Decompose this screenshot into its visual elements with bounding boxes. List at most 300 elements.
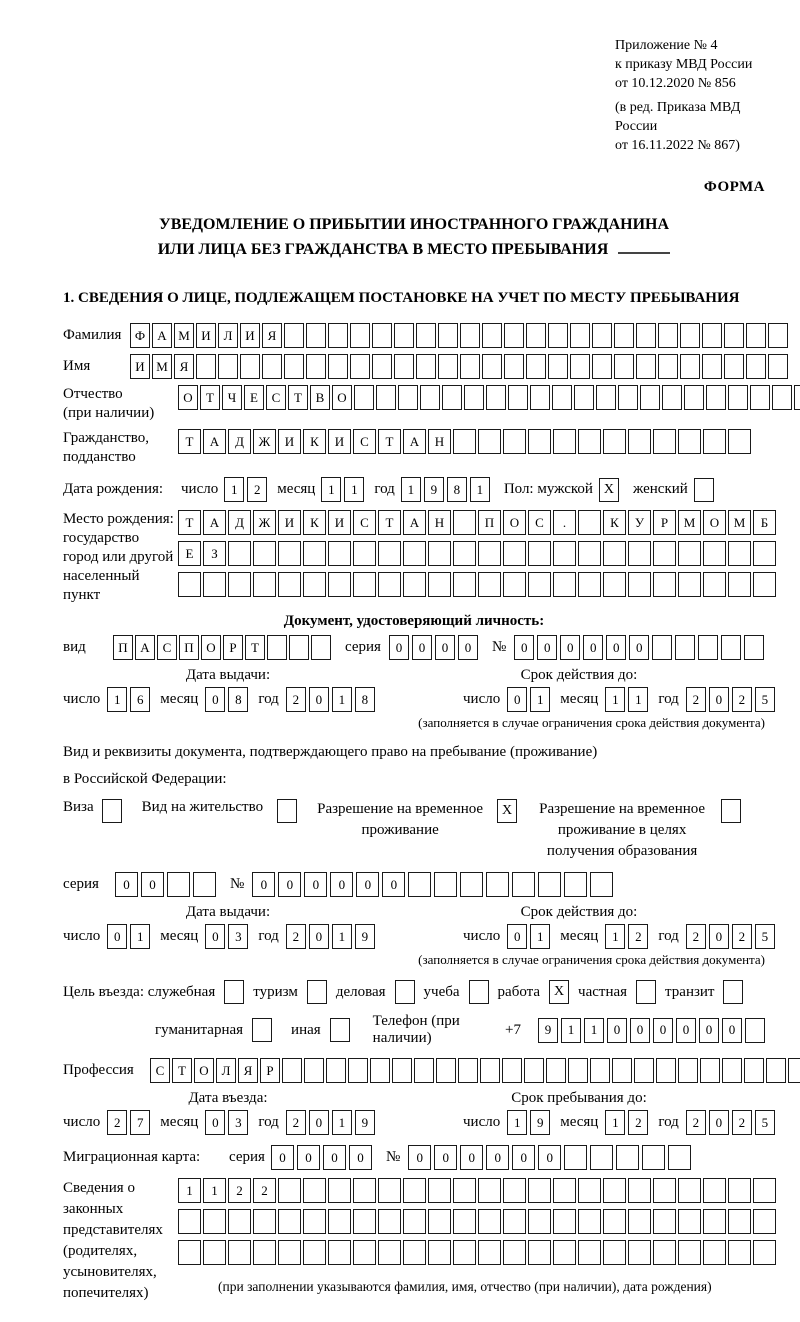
char-cell[interactable]: 0 [408, 1145, 431, 1170]
char-cell[interactable] [658, 354, 678, 379]
char-cell[interactable]: 0 [271, 1145, 294, 1170]
char-cell[interactable] [503, 1178, 526, 1203]
char-cell[interactable]: 2 [286, 687, 306, 712]
char-cell[interactable] [753, 541, 776, 566]
char-cell[interactable] [675, 635, 695, 660]
char-cell[interactable] [703, 541, 726, 566]
rvp-checkbox[interactable]: X [497, 799, 517, 823]
char-cell[interactable]: 2 [247, 477, 267, 502]
char-cell[interactable]: Ж [253, 510, 276, 535]
char-cell[interactable] [596, 385, 616, 410]
char-cell[interactable]: А [135, 635, 155, 660]
char-cell[interactable]: 0 [205, 687, 225, 712]
char-cell[interactable] [228, 1209, 251, 1234]
char-cell[interactable] [746, 323, 766, 348]
char-cell[interactable] [408, 872, 431, 897]
char-cell[interactable] [284, 323, 304, 348]
char-cell[interactable] [504, 323, 524, 348]
purpose-private-checkbox[interactable] [636, 980, 656, 1004]
char-cell[interactable] [303, 1178, 326, 1203]
char-cell[interactable] [656, 1058, 676, 1083]
char-cell[interactable]: О [201, 635, 221, 660]
char-cell[interactable] [553, 1178, 576, 1203]
char-cell[interactable]: 0 [709, 924, 729, 949]
char-cell[interactable] [592, 354, 612, 379]
char-cell[interactable]: 7 [130, 1110, 150, 1135]
char-cell[interactable]: М [152, 354, 172, 379]
char-cell[interactable]: М [174, 323, 194, 348]
char-cell[interactable]: К [603, 510, 626, 535]
char-cell[interactable]: С [266, 385, 286, 410]
char-cell[interactable] [680, 323, 700, 348]
char-cell[interactable] [478, 541, 501, 566]
char-cell[interactable]: 0 [699, 1018, 719, 1043]
char-cell[interactable] [570, 354, 590, 379]
char-cell[interactable] [193, 872, 216, 897]
char-cell[interactable] [706, 385, 726, 410]
char-cell[interactable] [218, 354, 238, 379]
char-cell[interactable] [394, 323, 414, 348]
char-cell[interactable] [228, 541, 251, 566]
char-cell[interactable] [728, 385, 748, 410]
char-cell[interactable] [703, 1178, 726, 1203]
char-cell[interactable] [378, 1178, 401, 1203]
char-cell[interactable] [538, 872, 561, 897]
char-cell[interactable]: 0 [252, 872, 275, 897]
char-cell[interactable] [403, 1209, 426, 1234]
char-cell[interactable] [453, 510, 476, 535]
char-cell[interactable] [603, 541, 626, 566]
char-cell[interactable]: Т [172, 1058, 192, 1083]
char-cell[interactable] [653, 429, 676, 454]
char-cell[interactable] [578, 510, 601, 535]
char-cell[interactable] [504, 354, 524, 379]
char-cell[interactable]: А [152, 323, 172, 348]
char-cell[interactable]: А [203, 429, 226, 454]
char-cell[interactable] [616, 1145, 639, 1170]
char-cell[interactable] [746, 354, 766, 379]
char-cell[interactable]: 0 [115, 872, 138, 897]
char-cell[interactable] [486, 385, 506, 410]
char-cell[interactable]: 0 [458, 635, 478, 660]
char-cell[interactable] [634, 1058, 654, 1083]
char-cell[interactable]: 0 [309, 924, 329, 949]
char-cell[interactable] [303, 541, 326, 566]
char-cell[interactable] [253, 541, 276, 566]
rvp-education-checkbox[interactable] [721, 799, 741, 823]
char-cell[interactable] [438, 354, 458, 379]
char-cell[interactable] [628, 572, 651, 597]
char-cell[interactable] [414, 1058, 434, 1083]
char-cell[interactable] [703, 429, 726, 454]
char-cell[interactable]: О [194, 1058, 214, 1083]
char-cell[interactable]: 0 [460, 1145, 483, 1170]
char-cell[interactable] [578, 541, 601, 566]
char-cell[interactable] [453, 541, 476, 566]
char-cell[interactable]: 0 [653, 1018, 673, 1043]
char-cell[interactable]: Т [178, 510, 201, 535]
char-cell[interactable] [653, 541, 676, 566]
char-cell[interactable] [728, 1240, 751, 1265]
char-cell[interactable] [502, 1058, 522, 1083]
char-cell[interactable]: 1 [470, 477, 490, 502]
char-cell[interactable]: 0 [629, 635, 649, 660]
char-cell[interactable] [564, 872, 587, 897]
char-cell[interactable] [530, 385, 550, 410]
char-cell[interactable] [478, 429, 501, 454]
char-cell[interactable]: А [403, 510, 426, 535]
char-cell[interactable] [753, 1209, 776, 1234]
char-cell[interactable]: Т [378, 429, 401, 454]
char-cell[interactable]: 0 [205, 1110, 225, 1135]
char-cell[interactable]: 1 [628, 687, 648, 712]
purpose-study-checkbox[interactable] [469, 980, 489, 1004]
char-cell[interactable] [453, 429, 476, 454]
char-cell[interactable]: 1 [107, 687, 127, 712]
char-cell[interactable] [464, 385, 484, 410]
char-cell[interactable] [503, 1240, 526, 1265]
char-cell[interactable]: О [503, 510, 526, 535]
char-cell[interactable]: М [728, 510, 751, 535]
char-cell[interactable]: 1 [203, 1178, 226, 1203]
char-cell[interactable] [766, 1058, 786, 1083]
char-cell[interactable] [428, 1178, 451, 1203]
char-cell[interactable] [304, 1058, 324, 1083]
char-cell[interactable]: 0 [309, 1110, 329, 1135]
purpose-work-checkbox[interactable]: X [549, 980, 569, 1004]
char-cell[interactable] [178, 1209, 201, 1234]
char-cell[interactable] [772, 385, 792, 410]
char-cell[interactable]: М [678, 510, 701, 535]
char-cell[interactable] [503, 541, 526, 566]
char-cell[interactable] [428, 1209, 451, 1234]
char-cell[interactable] [721, 635, 741, 660]
char-cell[interactable] [590, 872, 613, 897]
char-cell[interactable]: 0 [309, 687, 329, 712]
char-cell[interactable]: Ж [253, 429, 276, 454]
char-cell[interactable]: Т [245, 635, 265, 660]
char-cell[interactable] [564, 1145, 587, 1170]
char-cell[interactable] [653, 1240, 676, 1265]
char-cell[interactable] [653, 1178, 676, 1203]
char-cell[interactable]: С [150, 1058, 170, 1083]
char-cell[interactable] [403, 572, 426, 597]
char-cell[interactable] [768, 354, 788, 379]
char-cell[interactable] [642, 1145, 665, 1170]
char-cell[interactable]: 0 [607, 1018, 627, 1043]
char-cell[interactable]: С [528, 510, 551, 535]
char-cell[interactable] [722, 1058, 742, 1083]
char-cell[interactable] [614, 323, 634, 348]
char-cell[interactable]: И [240, 323, 260, 348]
char-cell[interactable] [434, 872, 457, 897]
char-cell[interactable]: 0 [709, 1110, 729, 1135]
char-cell[interactable]: 1 [605, 924, 625, 949]
char-cell[interactable]: 1 [605, 687, 625, 712]
char-cell[interactable] [353, 1178, 376, 1203]
char-cell[interactable] [428, 572, 451, 597]
purpose-transit-checkbox[interactable] [723, 980, 743, 1004]
char-cell[interactable]: Л [218, 323, 238, 348]
char-cell[interactable] [278, 1178, 301, 1203]
char-cell[interactable] [680, 354, 700, 379]
char-cell[interactable] [503, 572, 526, 597]
char-cell[interactable] [428, 1240, 451, 1265]
char-cell[interactable] [703, 1209, 726, 1234]
char-cell[interactable]: 2 [628, 1110, 648, 1135]
char-cell[interactable] [728, 541, 751, 566]
char-cell[interactable]: 8 [228, 687, 248, 712]
char-cell[interactable]: 2 [628, 924, 648, 949]
char-cell[interactable] [278, 572, 301, 597]
char-cell[interactable] [167, 872, 190, 897]
char-cell[interactable]: 2 [732, 924, 752, 949]
char-cell[interactable] [618, 385, 638, 410]
char-cell[interactable] [178, 1240, 201, 1265]
char-cell[interactable] [354, 385, 374, 410]
char-cell[interactable]: И [278, 510, 301, 535]
char-cell[interactable]: Р [653, 510, 676, 535]
char-cell[interactable]: 0 [389, 635, 409, 660]
char-cell[interactable] [678, 572, 701, 597]
char-cell[interactable]: П [113, 635, 133, 660]
char-cell[interactable]: 0 [514, 635, 534, 660]
char-cell[interactable]: 0 [507, 924, 527, 949]
char-cell[interactable] [628, 541, 651, 566]
char-cell[interactable] [398, 385, 418, 410]
char-cell[interactable] [328, 572, 351, 597]
purpose-humanitarian-checkbox[interactable] [252, 1018, 272, 1042]
char-cell[interactable] [553, 1209, 576, 1234]
char-cell[interactable] [753, 1240, 776, 1265]
char-cell[interactable] [700, 1058, 720, 1083]
char-cell[interactable] [253, 572, 276, 597]
char-cell[interactable] [203, 572, 226, 597]
char-cell[interactable] [508, 385, 528, 410]
char-cell[interactable] [303, 572, 326, 597]
char-cell[interactable]: 0 [107, 924, 127, 949]
char-cell[interactable] [203, 1209, 226, 1234]
char-cell[interactable] [278, 1240, 301, 1265]
char-cell[interactable]: О [332, 385, 352, 410]
char-cell[interactable] [378, 1240, 401, 1265]
char-cell[interactable] [590, 1058, 610, 1083]
char-cell[interactable] [603, 572, 626, 597]
char-cell[interactable] [698, 635, 718, 660]
char-cell[interactable] [436, 1058, 456, 1083]
char-cell[interactable] [253, 1209, 276, 1234]
char-cell[interactable] [590, 1145, 613, 1170]
char-cell[interactable] [478, 1209, 501, 1234]
char-cell[interactable]: 3 [228, 924, 248, 949]
char-cell[interactable] [350, 354, 370, 379]
char-cell[interactable]: 5 [755, 1110, 775, 1135]
char-cell[interactable] [578, 1209, 601, 1234]
char-cell[interactable] [570, 323, 590, 348]
char-cell[interactable] [282, 1058, 302, 1083]
char-cell[interactable] [228, 1240, 251, 1265]
char-cell[interactable] [526, 354, 546, 379]
char-cell[interactable] [553, 541, 576, 566]
char-cell[interactable]: Д [228, 510, 251, 535]
char-cell[interactable]: 0 [304, 872, 327, 897]
char-cell[interactable] [378, 572, 401, 597]
char-cell[interactable]: 8 [355, 687, 375, 712]
char-cell[interactable] [724, 323, 744, 348]
char-cell[interactable] [453, 1240, 476, 1265]
char-cell[interactable] [478, 1178, 501, 1203]
char-cell[interactable]: Е [244, 385, 264, 410]
char-cell[interactable] [728, 1178, 751, 1203]
char-cell[interactable] [478, 572, 501, 597]
char-cell[interactable] [628, 429, 651, 454]
char-cell[interactable] [678, 541, 701, 566]
char-cell[interactable] [724, 354, 744, 379]
char-cell[interactable]: 1 [344, 477, 364, 502]
char-cell[interactable]: 2 [253, 1178, 276, 1203]
char-cell[interactable]: 0 [435, 635, 455, 660]
char-cell[interactable]: 8 [447, 477, 467, 502]
char-cell[interactable] [428, 541, 451, 566]
char-cell[interactable] [328, 323, 348, 348]
char-cell[interactable]: 1 [178, 1178, 201, 1203]
char-cell[interactable] [326, 1058, 346, 1083]
char-cell[interactable]: Н [428, 429, 451, 454]
char-cell[interactable]: 2 [107, 1110, 127, 1135]
purpose-business-checkbox[interactable] [395, 980, 415, 1004]
char-cell[interactable] [328, 541, 351, 566]
char-cell[interactable] [480, 1058, 500, 1083]
char-cell[interactable] [311, 635, 331, 660]
char-cell[interactable]: 1 [561, 1018, 581, 1043]
char-cell[interactable] [378, 1209, 401, 1234]
char-cell[interactable]: С [353, 429, 376, 454]
char-cell[interactable] [662, 385, 682, 410]
char-cell[interactable]: И [328, 510, 351, 535]
char-cell[interactable] [702, 354, 722, 379]
char-cell[interactable] [528, 429, 551, 454]
char-cell[interactable]: 0 [434, 1145, 457, 1170]
char-cell[interactable] [678, 1058, 698, 1083]
char-cell[interactable]: 6 [130, 687, 150, 712]
char-cell[interactable]: 0 [323, 1145, 346, 1170]
char-cell[interactable] [603, 1240, 626, 1265]
char-cell[interactable]: О [703, 510, 726, 535]
char-cell[interactable] [460, 354, 480, 379]
char-cell[interactable]: Т [378, 510, 401, 535]
char-cell[interactable] [328, 1240, 351, 1265]
char-cell[interactable]: 0 [141, 872, 164, 897]
char-cell[interactable] [482, 354, 502, 379]
char-cell[interactable] [403, 1178, 426, 1203]
char-cell[interactable] [678, 429, 701, 454]
char-cell[interactable] [196, 354, 216, 379]
char-cell[interactable]: С [353, 510, 376, 535]
char-cell[interactable] [553, 429, 576, 454]
char-cell[interactable] [403, 1240, 426, 1265]
char-cell[interactable] [372, 323, 392, 348]
char-cell[interactable]: 1 [584, 1018, 604, 1043]
char-cell[interactable] [416, 354, 436, 379]
char-cell[interactable]: У [628, 510, 651, 535]
char-cell[interactable]: П [179, 635, 199, 660]
char-cell[interactable]: 1 [605, 1110, 625, 1135]
char-cell[interactable]: 1 [332, 687, 352, 712]
char-cell[interactable] [528, 541, 551, 566]
char-cell[interactable]: 0 [709, 687, 729, 712]
char-cell[interactable] [267, 635, 287, 660]
char-cell[interactable] [578, 1178, 601, 1203]
char-cell[interactable] [652, 635, 672, 660]
char-cell[interactable] [503, 1209, 526, 1234]
char-cell[interactable] [628, 1240, 651, 1265]
char-cell[interactable]: 1 [332, 924, 352, 949]
char-cell[interactable] [548, 354, 568, 379]
char-cell[interactable] [728, 572, 751, 597]
char-cell[interactable] [458, 1058, 478, 1083]
char-cell[interactable] [603, 429, 626, 454]
char-cell[interactable]: 2 [228, 1178, 251, 1203]
char-cell[interactable]: Р [260, 1058, 280, 1083]
char-cell[interactable]: 0 [356, 872, 379, 897]
purpose-other-checkbox[interactable] [330, 1018, 350, 1042]
char-cell[interactable] [568, 1058, 588, 1083]
char-cell[interactable]: Я [238, 1058, 258, 1083]
char-cell[interactable]: 2 [686, 687, 706, 712]
char-cell[interactable] [528, 1240, 551, 1265]
char-cell[interactable]: Е [178, 541, 201, 566]
char-cell[interactable]: И [278, 429, 301, 454]
char-cell[interactable]: 1 [130, 924, 150, 949]
char-cell[interactable]: 0 [349, 1145, 372, 1170]
char-cell[interactable]: 0 [512, 1145, 535, 1170]
char-cell[interactable] [503, 429, 526, 454]
char-cell[interactable]: 0 [630, 1018, 650, 1043]
char-cell[interactable] [574, 385, 594, 410]
char-cell[interactable] [640, 385, 660, 410]
char-cell[interactable]: И [196, 323, 216, 348]
char-cell[interactable] [392, 1058, 412, 1083]
char-cell[interactable] [353, 541, 376, 566]
char-cell[interactable]: 0 [278, 872, 301, 897]
char-cell[interactable]: 2 [686, 1110, 706, 1135]
purpose-tourism-checkbox[interactable] [307, 980, 327, 1004]
char-cell[interactable] [603, 1178, 626, 1203]
char-cell[interactable]: Р [223, 635, 243, 660]
char-cell[interactable] [278, 1209, 301, 1234]
visa-checkbox[interactable] [102, 799, 122, 823]
char-cell[interactable] [678, 1209, 701, 1234]
char-cell[interactable]: Б [753, 510, 776, 535]
char-cell[interactable] [306, 354, 326, 379]
char-cell[interactable]: Т [200, 385, 220, 410]
residence-permit-checkbox[interactable] [277, 799, 297, 823]
char-cell[interactable] [420, 385, 440, 410]
char-cell[interactable] [478, 1240, 501, 1265]
char-cell[interactable] [328, 354, 348, 379]
char-cell[interactable] [348, 1058, 368, 1083]
char-cell[interactable]: 1 [401, 477, 421, 502]
char-cell[interactable] [460, 872, 483, 897]
char-cell[interactable] [578, 429, 601, 454]
char-cell[interactable] [636, 354, 656, 379]
char-cell[interactable]: 1 [332, 1110, 352, 1135]
char-cell[interactable] [744, 1058, 764, 1083]
char-cell[interactable]: 0 [676, 1018, 696, 1043]
char-cell[interactable] [750, 385, 770, 410]
char-cell[interactable]: 9 [538, 1018, 558, 1043]
char-cell[interactable]: 2 [286, 1110, 306, 1135]
